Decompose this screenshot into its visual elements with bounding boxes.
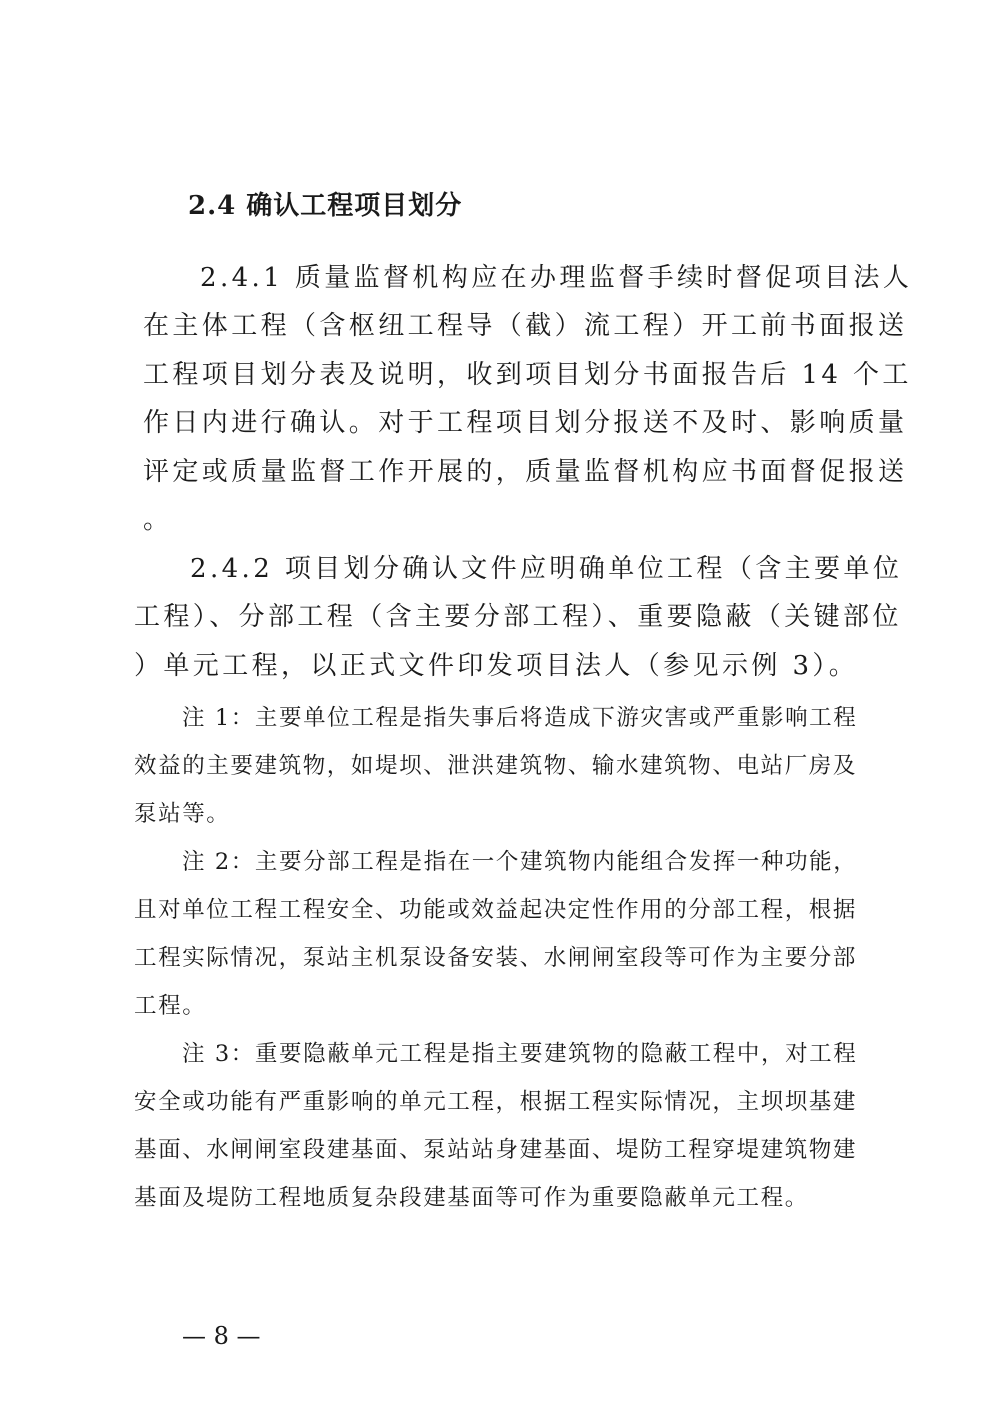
para-2-4-1-line: 工程项目划分表及说明，收到项目划分书面报告后 14 个工 bbox=[143, 360, 912, 390]
para-2-4-1-line: 作日内进行确认。对于工程项目划分报送不及时、影响质量 bbox=[143, 408, 908, 438]
note-2-line: 工程。 bbox=[134, 993, 207, 1019]
para-2-4-1-line: 2.4.1 质量监督机构应在办理监督手续时督促项目法人 bbox=[200, 263, 913, 293]
section-heading: 2.4 确认工程项目划分 bbox=[188, 191, 463, 221]
para-2-4-1-line: 在主体工程（含枢纽工程导（截）流工程）开工前书面报送 bbox=[143, 311, 908, 341]
para-2-4-1-line: 评定或质量监督工作开展的，质量监督机构应书面督促报送 bbox=[143, 457, 908, 487]
note-2-line: 且对单位工程工程安全、功能或效益起决定性作用的分部工程，根据 bbox=[134, 897, 858, 923]
note-1-line: 效益的主要建筑物，如堤坝、泄洪建筑物、输水建筑物、电站厂房及 bbox=[134, 753, 858, 779]
note-3-line: 注 3：重要隐蔽单元工程是指主要建筑物的隐蔽工程中，对工程 bbox=[182, 1041, 858, 1067]
note-2-line: 工程实际情况，泵站主机泵设备安装、水闸闸室段等可作为主要分部 bbox=[134, 945, 858, 971]
note-3-line: 安全或功能有严重影响的单元工程，根据工程实际情况，主坝坝基建 bbox=[134, 1089, 858, 1115]
para-2-4-1-line: 。 bbox=[143, 505, 173, 535]
note-3-line: 基面、水闸闸室段建基面、泵站站身建基面、堤防工程穿堤建筑物建 bbox=[134, 1137, 858, 1163]
page-number: — 8 — bbox=[182, 1322, 261, 1350]
note-3-line: 基面及堤防工程地质复杂段建基面等可作为重要隐蔽单元工程。 bbox=[134, 1185, 809, 1211]
para-2-4-2-line: 工程）、分部工程（含主要分部工程）、重要隐蔽（关键部位 bbox=[134, 602, 902, 632]
note-1-line: 注 1：主要单位工程是指失事后将造成下游灾害或严重影响工程 bbox=[182, 705, 858, 731]
note-1-line: 泵站等。 bbox=[134, 801, 231, 827]
para-2-4-2-line: 2.4.2 项目划分确认文件应明确单位工程（含主要单位 bbox=[190, 554, 903, 584]
note-2-line: 注 2：主要分部工程是指在一个建筑物内能组合发挥一种功能， bbox=[182, 849, 858, 875]
para-2-4-2-line: ）单元工程，以正式文件印发项目法人（参见示例 3）。 bbox=[134, 651, 859, 681]
